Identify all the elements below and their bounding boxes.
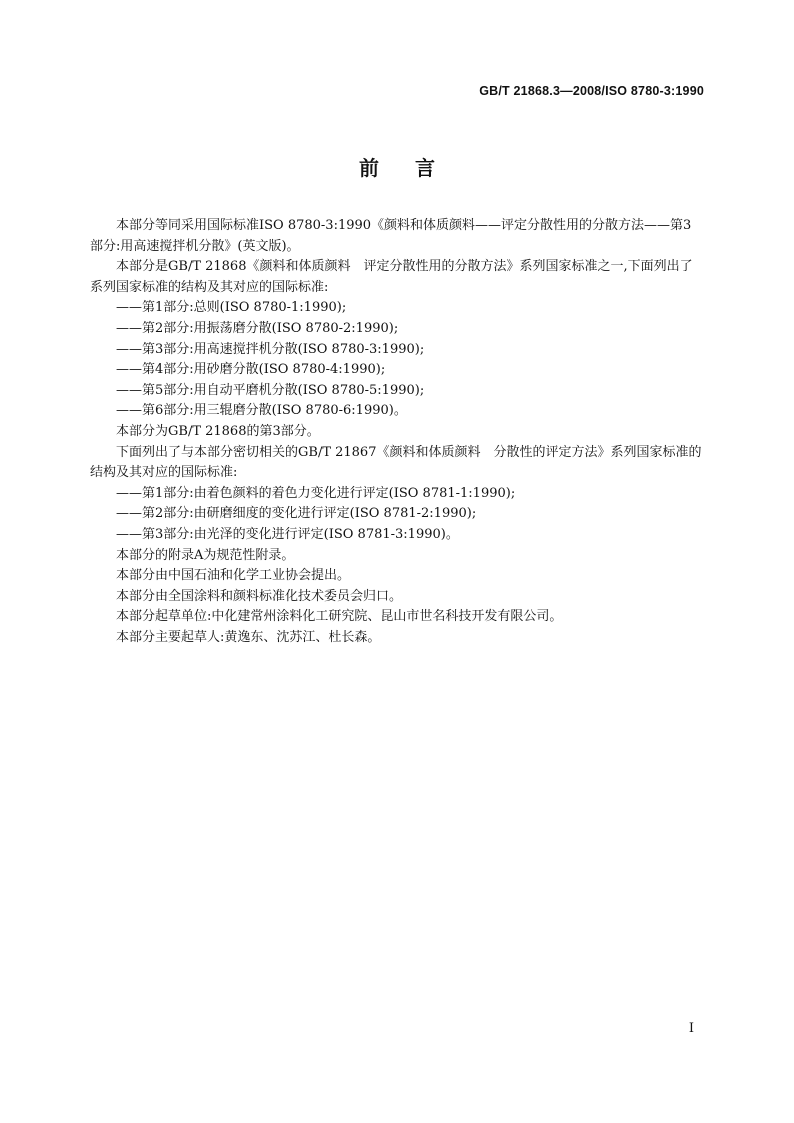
- list-item: ——第6部分:用三辊磨分散(ISO 8780-6:1990)。: [116, 403, 407, 419]
- page-number: I: [688, 1021, 694, 1036]
- document-body: [90, 216, 704, 648]
- paragraph: 本部分等同采用国际标准ISO 8780-3:1990《颜料和体质颜料——评定分散性用的分散方法——第3部分:用高速搅拌机分散》(英文版)。: [90, 218, 692, 254]
- paragraph: 本部分主要起草人:黄逸东、沈苏江、杜长森。: [116, 629, 381, 645]
- list-item: ——第1部分:由着色颜料的着色力变化进行评定(ISO 8781-1:1990);: [116, 485, 516, 501]
- list-item: ——第3部分:由光泽的变化进行评定(ISO 8781-3:1990)。: [116, 526, 459, 542]
- paragraph: 本部分是GB/T 21868《颜料和体质颜料 评定分散性用的分散方法》系列国家标准之一,下面列出了系列国家标准的结构及其对应的国际标准:: [90, 259, 693, 295]
- paragraph: 本部分由中国石油和化学工业协会提出。: [116, 568, 351, 584]
- list-item: ——第4部分:用砂磨分散(ISO 8780-4:1990);: [116, 362, 386, 378]
- list-item: ——第2部分:由研磨细度的变化进行评定(ISO 8781-2:1990);: [116, 506, 477, 522]
- paragraph: 本部分起草单位:中化建常州涂料化工研究院、昆山市世名科技开发有限公司。: [116, 609, 563, 625]
- list-item: ——第5部分:用自动平磨机分散(ISO 8780-5:1990);: [116, 382, 425, 398]
- paragraph: 本部分由全国涂料和颜料标准化技术委员会归口。: [116, 588, 403, 604]
- paragraph: 本部分为GB/T 21868的第3部分。: [116, 423, 320, 439]
- list-item: ——第3部分:用高速搅拌机分散(ISO 8780-3:1990);: [116, 341, 425, 357]
- list-item: ——第2部分:用振荡磨分散(ISO 8780-2:1990);: [116, 320, 399, 336]
- paragraph: 本部分的附录A为规范性附录。: [116, 547, 295, 563]
- list-item: ——第1部分:总则(ISO 8780-1:1990);: [116, 300, 347, 316]
- standard-number-header: GB/T 21868.3—2008/ISO 8780-3:1990: [479, 84, 704, 98]
- page-title: 前言: [359, 156, 471, 180]
- paragraph: 下面列出了与本部分密切相关的GB/T 21867《颜料和体质颜料 分散性的评定方法》系列国家标准的结构及其对应的国际标准:: [90, 444, 702, 481]
